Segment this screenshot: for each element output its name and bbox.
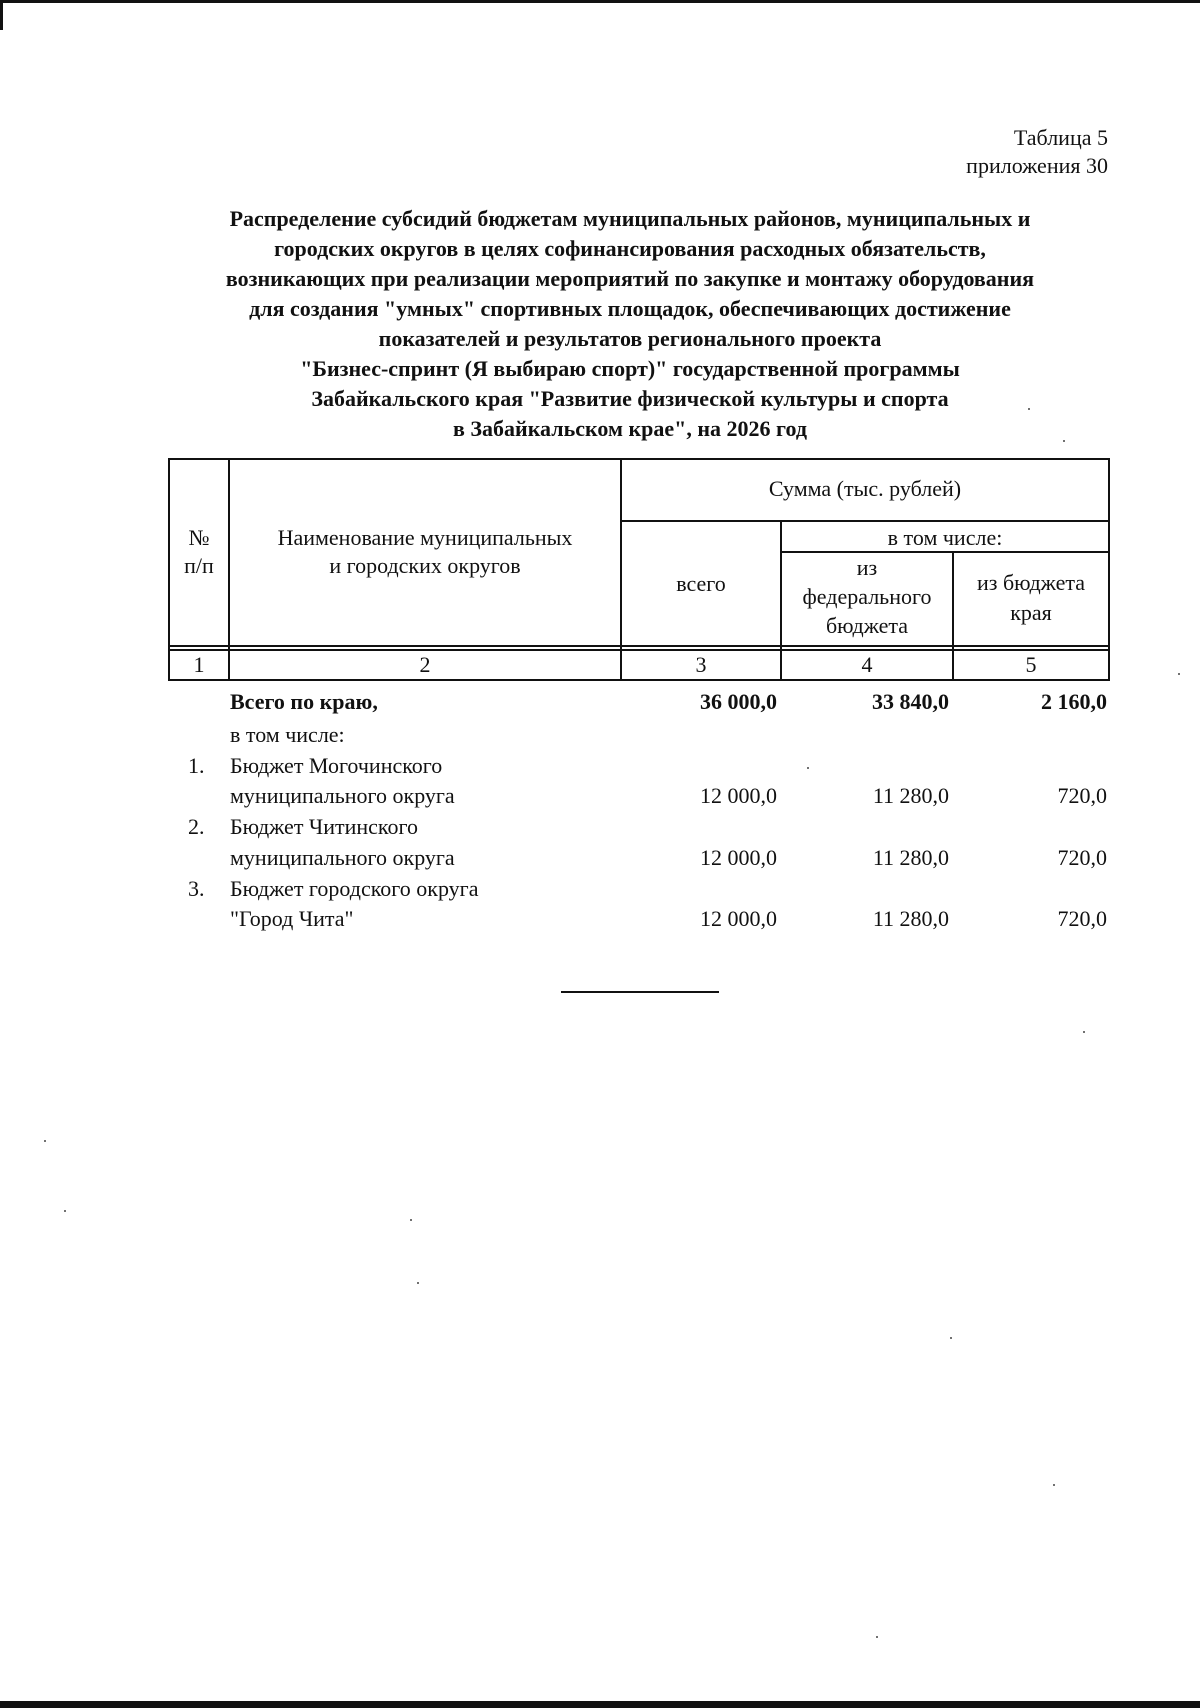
scan-border-top: [0, 0, 1200, 3]
including-label: в том числе:: [230, 722, 345, 747]
title-line: "Бизнес-спринт (Я выбираю спорт)" государственной программы: [300, 356, 960, 381]
title-line: в Забайкальском крае", на 2026 год: [453, 416, 807, 441]
row-name: муниципального округа: [230, 845, 455, 870]
row-number: 1.: [188, 753, 205, 778]
table-number-label: Таблица 5: [1013, 125, 1108, 150]
scan-speck: [1028, 408, 1030, 410]
row-regional: 720,0: [1057, 845, 1107, 870]
row-name: Бюджет Могочинского: [230, 753, 443, 778]
header-sum: Сумма (тыс. рублей): [768, 476, 962, 501]
row-number: 2.: [188, 814, 205, 839]
scan-speck: [410, 1219, 412, 1221]
row-total: 12 000,0: [700, 906, 777, 931]
title-line: показателей и результатов регионального проекта: [378, 326, 882, 351]
column-number: 4: [861, 652, 873, 677]
scan-speck: [417, 1282, 419, 1284]
header-total: всего: [676, 571, 726, 596]
header-name: [230, 524, 620, 580]
header-regional: [954, 568, 1108, 628]
total-row-regional: 2 160,0: [1041, 689, 1107, 714]
row-regional: 720,0: [1057, 906, 1107, 931]
total-row-federal: 33 840,0: [872, 689, 949, 714]
header-text: п/п: [184, 553, 214, 578]
row-name: Бюджет Читинского: [230, 814, 418, 839]
grid-line: [620, 520, 1110, 522]
total-row-label: Всего по краю,: [230, 689, 378, 714]
total-row-sum: 36 000,0: [700, 689, 777, 714]
column-number: 3: [695, 652, 707, 677]
column-number: 5: [1025, 652, 1037, 677]
scan-speck: [1083, 1031, 1085, 1033]
end-of-document-line: [561, 991, 719, 993]
header-num: [170, 524, 228, 580]
scan-speck: [876, 1636, 878, 1638]
title-line: Забайкальского края "Развитие физической культуры и спорта: [311, 386, 949, 411]
title-line: для создания "умных" спортивных площадок, обеспечивающих достижение: [249, 296, 1011, 321]
scan-border-bottom: [0, 1701, 1200, 1708]
header-text: и городских округов: [329, 553, 521, 578]
scan-speck: [1053, 1484, 1055, 1486]
scan-speck: [44, 1140, 46, 1142]
header-text: №: [188, 525, 210, 550]
document-title: [150, 204, 1110, 444]
header-text: края: [1010, 600, 1052, 625]
column-number: 2: [419, 652, 431, 677]
header-including: в том числе:: [887, 525, 1003, 550]
header-text: из: [856, 555, 878, 580]
header-text: федерального: [802, 584, 932, 609]
column-number: 1: [193, 652, 205, 677]
title-line: Распределение субсидий бюджетам муниципальных районов, муниципальных и: [229, 206, 1031, 231]
grid-line: [1108, 458, 1110, 681]
scan-border-left: [0, 0, 3, 30]
title-line: городских округов в целях софинансирования расходных обязательств,: [274, 236, 986, 261]
header-text: бюджета: [825, 613, 909, 638]
row-regional: 720,0: [1057, 783, 1107, 808]
row-federal: 11 280,0: [872, 845, 949, 870]
grid-line: [168, 645, 1110, 647]
row-total: 12 000,0: [700, 783, 777, 808]
row-name: Бюджет городского округа: [230, 876, 479, 901]
title-line: возникающих при реализации мероприятий по закупке и монтажу оборудования: [225, 266, 1035, 291]
scan-speck: [950, 1337, 952, 1339]
row-federal: 11 280,0: [872, 783, 949, 808]
header-text: из бюджета: [977, 570, 1085, 595]
row-name: "Город Чита": [230, 906, 354, 931]
row-total: 12 000,0: [700, 845, 777, 870]
row-federal: 11 280,0: [872, 906, 949, 931]
grid-line: [168, 679, 1110, 681]
header-federal: [782, 553, 952, 640]
scan-speck: [64, 1210, 66, 1212]
row-number: 3.: [188, 876, 205, 901]
scan-speck: [807, 767, 809, 769]
scan-speck: [1063, 440, 1065, 442]
appendix-label: приложения 30: [966, 153, 1108, 178]
header-text: Наименование муниципальных: [277, 525, 573, 550]
scan-speck: [1178, 673, 1180, 675]
grid-line: [168, 458, 1110, 460]
row-name: муниципального округа: [230, 783, 455, 808]
table-header-grid: [168, 458, 1110, 681]
